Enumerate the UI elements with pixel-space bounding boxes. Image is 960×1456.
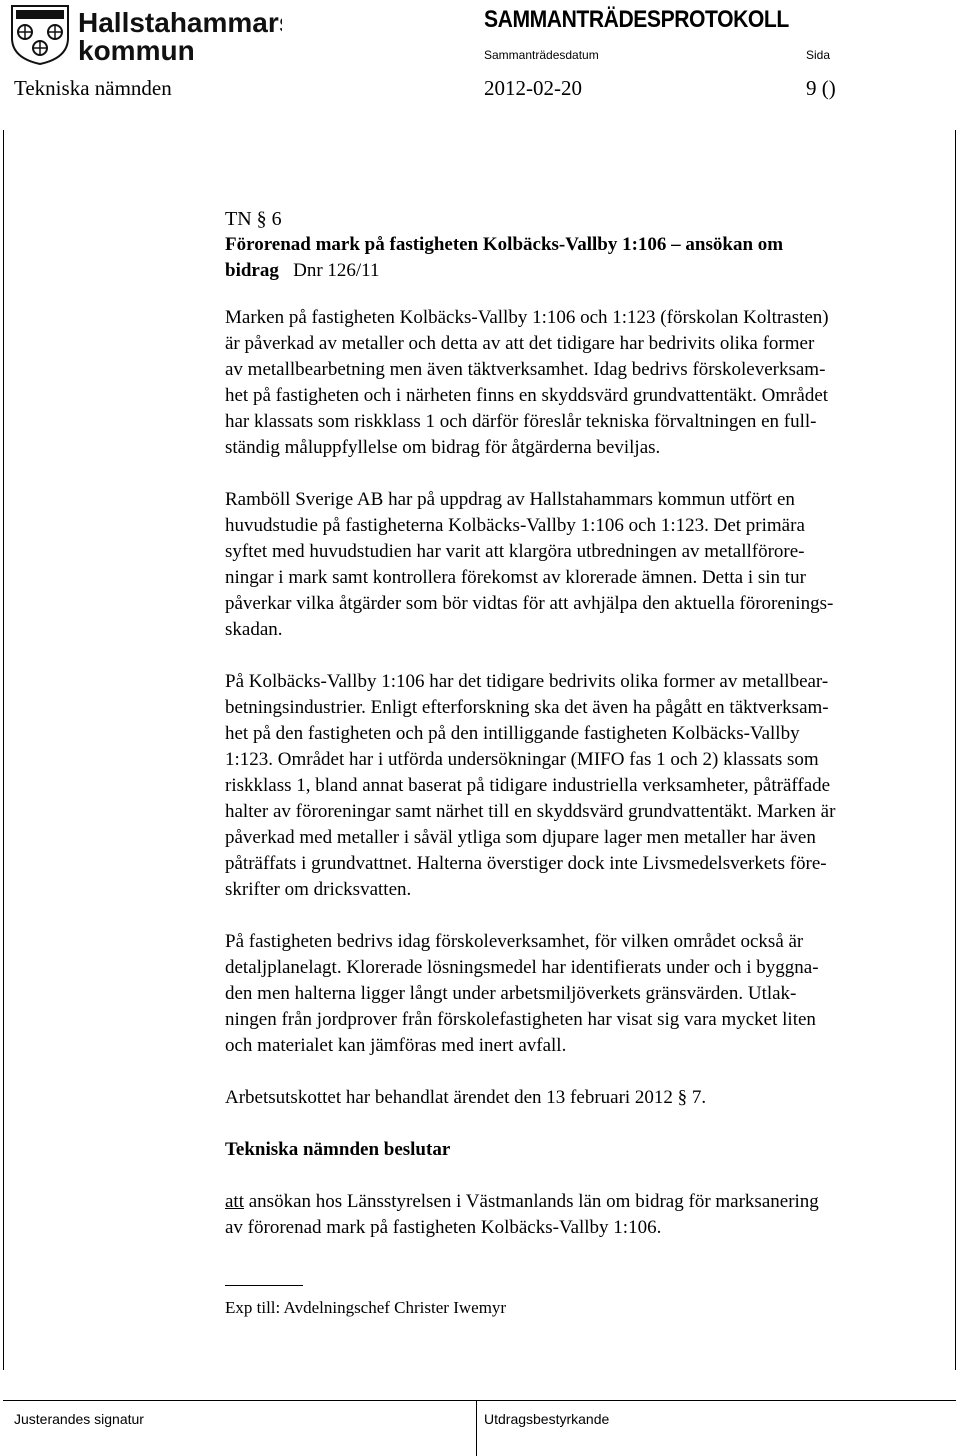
text-line: påverkad med metaller i såväl ytliga som djupare lager men metaller har även	[225, 827, 816, 848]
text-line: är påverkad av metaller och detta av att det tidigare har bedrivits olika former	[225, 333, 815, 354]
text-line: skrifter om dricksvatten.	[225, 879, 412, 900]
title-line1: Förorenad mark på fastigheten Kolbäcks-Vallby 1:106 – ansökan om	[225, 234, 784, 255]
logo-text-line1: Hallstahammars	[78, 7, 282, 38]
page-number: 9 ()	[806, 76, 836, 100]
coat-of-arms-icon	[12, 6, 68, 64]
footer-rule	[3, 1400, 956, 1401]
logo-text-line2: kommun	[78, 35, 195, 66]
paragraph-3	[225, 669, 945, 903]
text-line: ständig måluppfyllelse om bidrag för åtgärderna beviljas.	[225, 437, 661, 458]
decision-att: att	[225, 1191, 244, 1212]
text-line: 1:123. Området har i utförda undersökningar (MIFO fas 1 och 2) klassats som	[225, 749, 819, 770]
text-line: påverkar vilka åtgärder som bör vidtas för att avhjälpa den aktuella förorenings-	[225, 593, 834, 614]
text-line: På Kolbäcks-Vallby 1:106 har det tidigare bedrivits olika former av metallbear-	[225, 671, 829, 692]
page-label: Sida	[806, 48, 831, 62]
decision-heading: Tekniska nämnden beslutar	[225, 1139, 451, 1160]
extract-certification-label: Utdragsbestyrkande	[484, 1411, 610, 1427]
protocol-body	[225, 206, 945, 1319]
text-line: betningsindustrier. Enligt efterforskning ska det även ha pågått en täktverksam-	[225, 697, 829, 718]
title-line2-bold: bidrag	[225, 260, 279, 281]
paragraph-2	[225, 487, 945, 643]
decision-text	[225, 1189, 945, 1241]
item-title	[225, 232, 945, 284]
committee-name: Tekniska nämnden	[14, 76, 172, 100]
text-line: syftet med huvudstudien har varit att klargöra utbredningen av metallförore-	[225, 541, 805, 562]
text-line: halter av föroreningar samt närhet till en skyddsvärd grundvattentäkt. Marken är	[225, 801, 836, 822]
text-line: På fastigheten bedrivs idag förskoleverksamhet, för vilken området också är	[225, 931, 804, 952]
text-line: och materialet kan jämföras med inert avfall.	[225, 1035, 567, 1056]
decision-line1	[225, 1189, 945, 1215]
text-line: ningar i mark samt kontrollera förekomst av klorerade ämnen. Detta i sin tur	[225, 567, 806, 588]
distribution-note: Exp till: Avdelningschef Christer Iwemyr	[225, 1298, 507, 1317]
text-line: påträffats i grundvattnet. Halterna överstiger dock inte Livsmedelsverkets före-	[225, 853, 827, 874]
footnote-rule	[225, 1285, 303, 1286]
paragraph-1	[225, 305, 945, 461]
decision-line1-rest: ansökan hos Länsstyrelsen i Västmanlands län om bidrag för marksanering	[244, 1191, 819, 1212]
text-line: av metallbearbetning men även täktverksamhet. Idag bedrivs förskoleverksam-	[225, 359, 826, 380]
decision-line2: av förorenad mark på fastigheten Kolbäcks-Vallby 1:106.	[225, 1217, 662, 1238]
text-line: het på fastigheten och i närheten finns en skyddsvärd grundvattentäkt. Området	[225, 385, 829, 406]
text-line: har klassats som riskklass 1 och därför föreslår tekniska förvaltningen en full-	[225, 411, 817, 432]
text-line: den men halterna ligger långt under arbetsmiljöverkets gränsvärden. Utlak-	[225, 983, 797, 1004]
text-line: Marken på fastigheten Kolbäcks-Vallby 1:106 och 1:123 (förskolan Koltrasten)	[225, 307, 829, 328]
footer-divider	[476, 1400, 477, 1456]
right-margin-line	[955, 130, 956, 1370]
section-number: TN § 6	[225, 208, 282, 230]
text-line: huvudstudie på fastigheterna Kolbäcks-Vallby 1:106 och 1:123. Det primära	[225, 515, 805, 536]
text-line: ningen från jordprover från förskolefastigheten har visat sig vara mycket liten	[225, 1009, 816, 1030]
left-margin-line	[3, 130, 4, 1370]
title-line2	[225, 258, 945, 284]
text-line: skadan.	[225, 619, 283, 640]
meeting-date: 2012-02-20	[484, 76, 582, 100]
municipality-logo	[10, 4, 282, 66]
text-line: detaljplanelagt. Klorerade lösningsmedel har identifierats under och i byggna-	[225, 957, 819, 978]
adjuster-signature-label: Justerandes signatur	[14, 1411, 144, 1427]
document-type: SAMMANTRÄDESPROTOKOLL	[484, 6, 789, 33]
text-line: Ramböll Sverige AB har på uppdrag av Hallstahammars kommun utfört en	[225, 489, 795, 510]
diary-number: Dnr 126/11	[293, 260, 380, 281]
date-label: Sammanträdesdatum	[484, 48, 599, 62]
text-line: riskklass 1, bland annat baserat på tidigare industriella verksamheter, påträffade	[225, 775, 831, 796]
paragraph-4	[225, 929, 945, 1059]
text-line: het på den fastigheten och på den intilliggande fastigheten Kolbäcks-Vallby	[225, 723, 800, 744]
paragraph-5: Arbetsutskottet har behandlat ärendet den 13 februari 2012 § 7.	[225, 1087, 707, 1108]
